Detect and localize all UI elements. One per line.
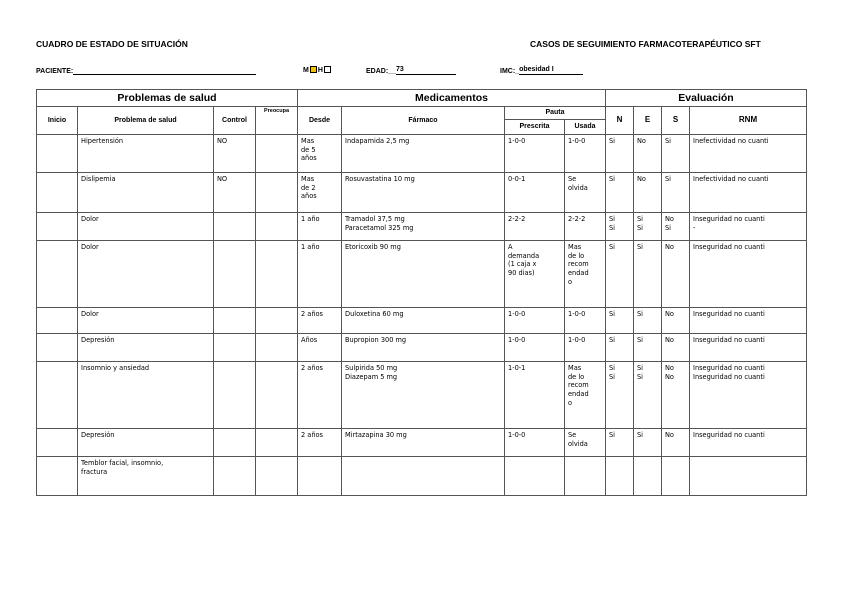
cell-desde: 2 años — [298, 428, 342, 456]
cell-control — [214, 240, 256, 307]
col-rnm: RNM — [690, 107, 807, 134]
cell-e: No — [634, 172, 662, 212]
cell-inicio — [37, 333, 78, 361]
cell-prescrita — [505, 456, 565, 495]
cell-farmaco: Tramadol 37,5 mg Paracetamol 325 mg — [342, 212, 505, 240]
sex-m-checkbox[interactable] — [310, 66, 317, 73]
cell-farmaco: Sulpirida 50 mg Diazepam 5 mg — [342, 361, 505, 428]
cell-e: Si — [634, 428, 662, 456]
cell-n: Si — [606, 333, 634, 361]
group-evaluacion: Evaluación — [606, 90, 807, 107]
cell-usada: Se olvida — [565, 428, 606, 456]
cell-control — [214, 361, 256, 428]
col-farmaco: Fármaco — [342, 107, 505, 134]
cell-n: Si — [606, 240, 634, 307]
cell-preocupa — [256, 361, 298, 428]
cell-inicio — [37, 212, 78, 240]
cell-inicio — [37, 307, 78, 333]
cell-prescrita: A demanda (1 caja x 90 dias) — [505, 240, 565, 307]
table-row — [37, 212, 807, 240]
cell-control — [214, 428, 256, 456]
cell-e: Si — [634, 307, 662, 333]
cell-inicio — [37, 134, 78, 172]
cell-problema: Depresión — [78, 428, 214, 456]
cell-usada: 2-2-2 — [565, 212, 606, 240]
cell-preocupa — [256, 172, 298, 212]
cell-rnm: Inseguridad no cuanti - — [690, 212, 807, 240]
cell-farmaco: Etoricoxib 90 mg — [342, 240, 505, 307]
imc-field — [500, 66, 583, 75]
sex-m-label: M — [303, 67, 309, 74]
cell-s: No Si — [662, 212, 690, 240]
cell-n — [606, 456, 634, 495]
cell-preocupa — [256, 307, 298, 333]
cell-e: Si — [634, 240, 662, 307]
cell-preocupa — [256, 240, 298, 307]
cell-rnm: Inseguridad no cuanti — [690, 240, 807, 307]
col-inicio: Inicio — [37, 107, 78, 134]
cell-desde: 1 año — [298, 212, 342, 240]
cell-n: Si Si — [606, 212, 634, 240]
cell-problema: Insomnio y ansiedad — [78, 361, 214, 428]
cell-control — [214, 212, 256, 240]
cell-prescrita: 1-0-0 — [505, 134, 565, 172]
table-row — [37, 240, 807, 307]
cell-s: No — [662, 240, 690, 307]
cell-inicio — [37, 172, 78, 212]
imc-value: obesidad I — [519, 66, 583, 75]
cell-usada: Se olvida — [565, 172, 606, 212]
cell-inicio — [37, 361, 78, 428]
cell-n: Si — [606, 307, 634, 333]
table-row — [37, 333, 807, 361]
cell-farmaco: Mirtazapina 30 mg — [342, 428, 505, 456]
patient-blank — [73, 66, 256, 75]
sex-field — [303, 66, 332, 74]
cell-rnm: Inseguridad no cuanti — [690, 307, 807, 333]
group-problemas: Problemas de salud — [37, 90, 298, 107]
cell-prescrita: 0-0-1 — [505, 172, 565, 212]
document-subtitle: CASOS DE SEGUIMIENTO FARMACOTERAPÉUTICO SFT — [530, 39, 761, 49]
cell-rnm: Inseguridad no cuanti — [690, 428, 807, 456]
cell-usada: 1-0-0 — [565, 307, 606, 333]
sex-h-label: H — [317, 67, 323, 74]
cell-n: Si — [606, 134, 634, 172]
cell-problema: Dolor — [78, 307, 214, 333]
age-value: 73 — [396, 66, 456, 75]
cell-control: NO — [214, 172, 256, 212]
cell-control: NO — [214, 134, 256, 172]
col-usada: Usada — [565, 119, 606, 134]
table-row — [37, 134, 807, 172]
cell-inicio — [37, 240, 78, 307]
cell-rnm: Inseguridad no cuanti — [690, 333, 807, 361]
table-row — [37, 307, 807, 333]
patient-label: PACIENTE: — [36, 68, 74, 75]
patient-field — [36, 66, 256, 75]
cell-e: Si Si — [634, 361, 662, 428]
cell-e — [634, 456, 662, 495]
col-n: N — [606, 107, 634, 134]
cell-usada — [565, 456, 606, 495]
cell-control — [214, 307, 256, 333]
cell-inicio — [37, 456, 78, 495]
cell-usada: Mas de lo recom endad o — [565, 240, 606, 307]
cell-prescrita: 1-0-0 — [505, 428, 565, 456]
col-problema: Problema de salud — [78, 107, 214, 134]
cell-s: No — [662, 333, 690, 361]
cell-prescrita: 1-0-1 — [505, 361, 565, 428]
cell-desde: 1 año — [298, 240, 342, 307]
document-title: CUADRO DE ESTADO DE SITUACIÓN — [36, 39, 188, 49]
cell-s: Si — [662, 134, 690, 172]
cell-s: Si — [662, 172, 690, 212]
col-pauta: Pauta — [505, 107, 606, 119]
cell-n: Si — [606, 172, 634, 212]
cell-e: Si Si — [634, 212, 662, 240]
cell-problema: Depresión — [78, 333, 214, 361]
cell-usada: 1-0-0 — [565, 134, 606, 172]
cell-rnm — [690, 456, 807, 495]
cell-n: Si Si — [606, 361, 634, 428]
cell-s — [662, 456, 690, 495]
cell-problema: Dolor — [78, 240, 214, 307]
cell-e: No — [634, 134, 662, 172]
cell-problema: Temblor facial, insomnio, fractura — [78, 456, 214, 495]
cell-problema: Hipertensión — [78, 134, 214, 172]
age-field — [366, 66, 456, 75]
col-prescrita: Prescrita — [505, 119, 565, 134]
cell-desde: Años — [298, 333, 342, 361]
cell-farmaco: Duloxetina 60 mg — [342, 307, 505, 333]
imc-label: IMC:_ — [500, 68, 520, 75]
cell-preocupa — [256, 456, 298, 495]
cell-s: No — [662, 307, 690, 333]
cell-farmaco: Bupropion 300 mg — [342, 333, 505, 361]
cell-problema: Dolor — [78, 212, 214, 240]
cell-prescrita: 1-0-0 — [505, 307, 565, 333]
cell-usada: 1-0-0 — [565, 333, 606, 361]
table-body — [37, 134, 807, 495]
sex-h-checkbox[interactable] — [324, 66, 331, 73]
cell-preocupa — [256, 134, 298, 172]
col-e: E — [634, 107, 662, 134]
cell-usada: Mas de lo recom endad o — [565, 361, 606, 428]
table-row — [37, 456, 807, 495]
cell-rnm: Inefectividad no cuanti — [690, 172, 807, 212]
cell-s: No No — [662, 361, 690, 428]
cell-e: Si — [634, 333, 662, 361]
col-desde: Desde — [298, 107, 342, 134]
table-row — [37, 428, 807, 456]
col-preocupa: Preocupa — [256, 107, 298, 134]
cell-n: Si — [606, 428, 634, 456]
table-row — [37, 361, 807, 428]
cell-rnm: Inseguridad no cuanti Inseguridad no cuanti — [690, 361, 807, 428]
cell-control — [214, 333, 256, 361]
cell-rnm: Inefectividad no cuanti — [690, 134, 807, 172]
cell-farmaco: Indapamida 2,5 mg — [342, 134, 505, 172]
cell-desde — [298, 456, 342, 495]
cell-farmaco: Rosuvastatina 10 mg — [342, 172, 505, 212]
col-control: Control — [214, 107, 256, 134]
table-row — [37, 172, 807, 212]
age-label: EDAD:__ — [366, 68, 396, 75]
col-s: S — [662, 107, 690, 134]
cell-desde: 2 años — [298, 307, 342, 333]
cell-desde: Mas de 2 años — [298, 172, 342, 212]
cell-inicio — [37, 428, 78, 456]
cell-s: No — [662, 428, 690, 456]
cell-farmaco — [342, 456, 505, 495]
cell-control — [214, 456, 256, 495]
cell-desde: 2 años — [298, 361, 342, 428]
cell-preocupa — [256, 428, 298, 456]
group-medicamentos: Medicamentos — [298, 90, 606, 107]
cell-preocupa — [256, 333, 298, 361]
cell-problema: Dislipemia — [78, 172, 214, 212]
cell-prescrita: 1-0-0 — [505, 333, 565, 361]
cell-preocupa — [256, 212, 298, 240]
cell-prescrita: 2-2-2 — [505, 212, 565, 240]
cell-desde: Mas de 5 años — [298, 134, 342, 172]
situation-table — [36, 89, 807, 496]
